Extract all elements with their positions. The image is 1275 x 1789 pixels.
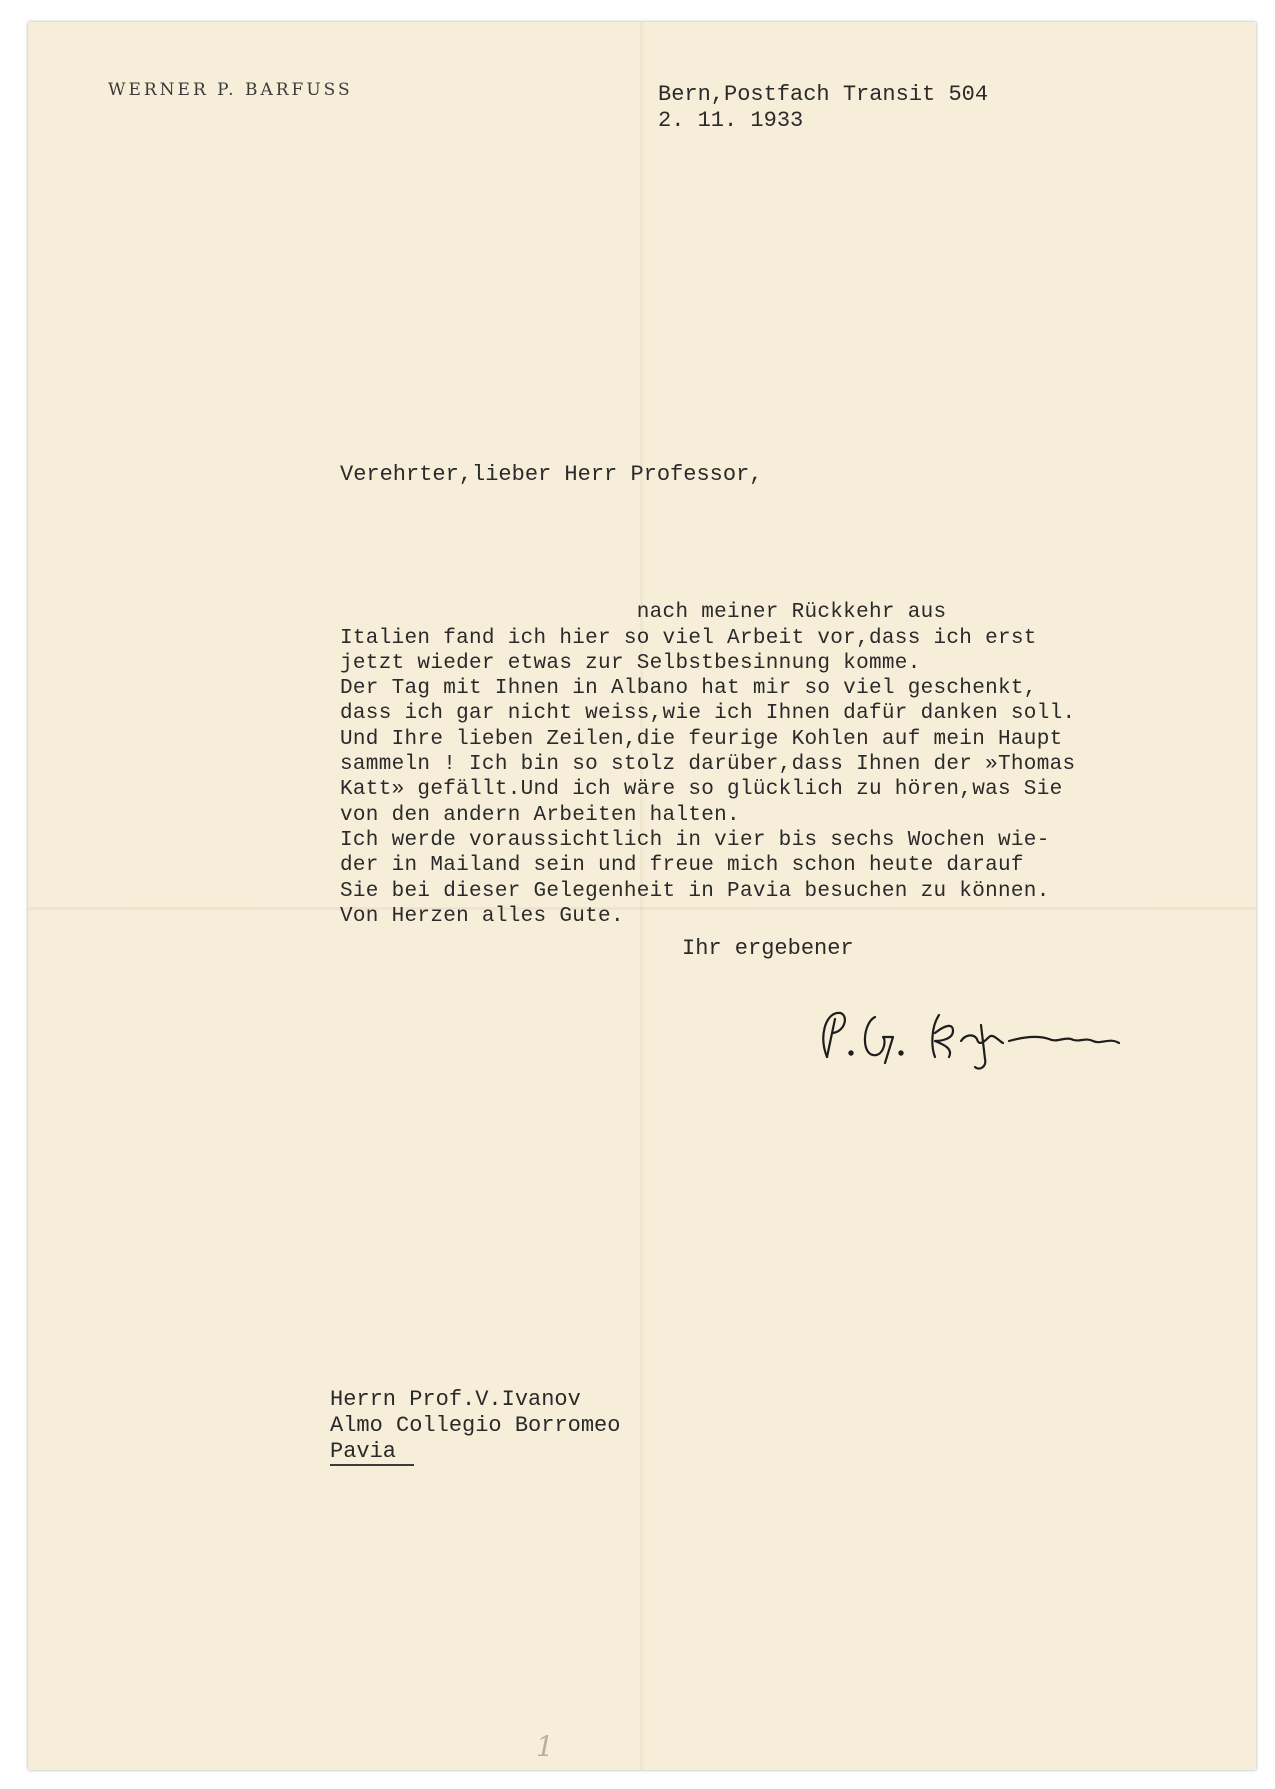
body-line: der in Mailand sein und freue mich schon heute darauf xyxy=(340,854,1024,878)
salutation: Verehrter,lieber Herr Professor, xyxy=(340,462,763,487)
body-line: jetzt wieder etwas zur Selbstbesinnung komme. xyxy=(340,651,921,675)
letter-body xyxy=(340,575,1075,980)
body-line: Katt» gefällt.Und ich wäre so glücklich zu hören,was Sie xyxy=(340,778,1063,802)
body-line: Ich werde voraussichtlich in vier bis sechs Wochen wie- xyxy=(340,828,1050,852)
letterhead: WERNER P. BARFUSS xyxy=(108,80,353,100)
letter-date: 2. 11. 1933 xyxy=(658,108,804,133)
body-line: Von Herzen alles Gute. xyxy=(340,904,624,928)
body-line: nach meiner Rückkehr aus xyxy=(340,601,947,625)
recipient-name: Herrn Prof.V.Ivanov xyxy=(330,1387,581,1412)
handwritten-signature xyxy=(813,997,1153,1077)
sender-address xyxy=(658,82,988,134)
recipient-institution: Almo Collegio Borromeo xyxy=(330,1413,621,1438)
sender-address-line: Bern,Postfach Transit 504 xyxy=(658,82,989,107)
body-line: Und Ihre lieben Zeilen,die feurige Kohlen auf mein Haupt xyxy=(340,727,1063,751)
body-line: sammeln ! Ich bin so stolz darüber,dass Ihnen der »Thomas xyxy=(340,753,1076,777)
recipient-city: Pavia xyxy=(330,1439,414,1466)
page-number: 1 xyxy=(536,1730,554,1763)
body-line: Der Tag mit Ihnen in Albano hat mir so viel geschenkt, xyxy=(340,677,1037,701)
body-line: Italien fand ich hier so viel Arbeit vor,dass ich erst xyxy=(340,626,1037,650)
body-line: von den andern Arbeiten halten. xyxy=(340,803,740,827)
recipient-address xyxy=(330,1387,620,1465)
body-line: Sie bei dieser Gelegenheit in Pavia besuchen zu können. xyxy=(340,879,1050,903)
body-line: dass ich gar nicht weiss,wie ich Ihnen dafür danken soll. xyxy=(340,702,1076,726)
closing: Ihr ergebener xyxy=(682,936,854,961)
letter-sheet xyxy=(28,22,1256,1770)
